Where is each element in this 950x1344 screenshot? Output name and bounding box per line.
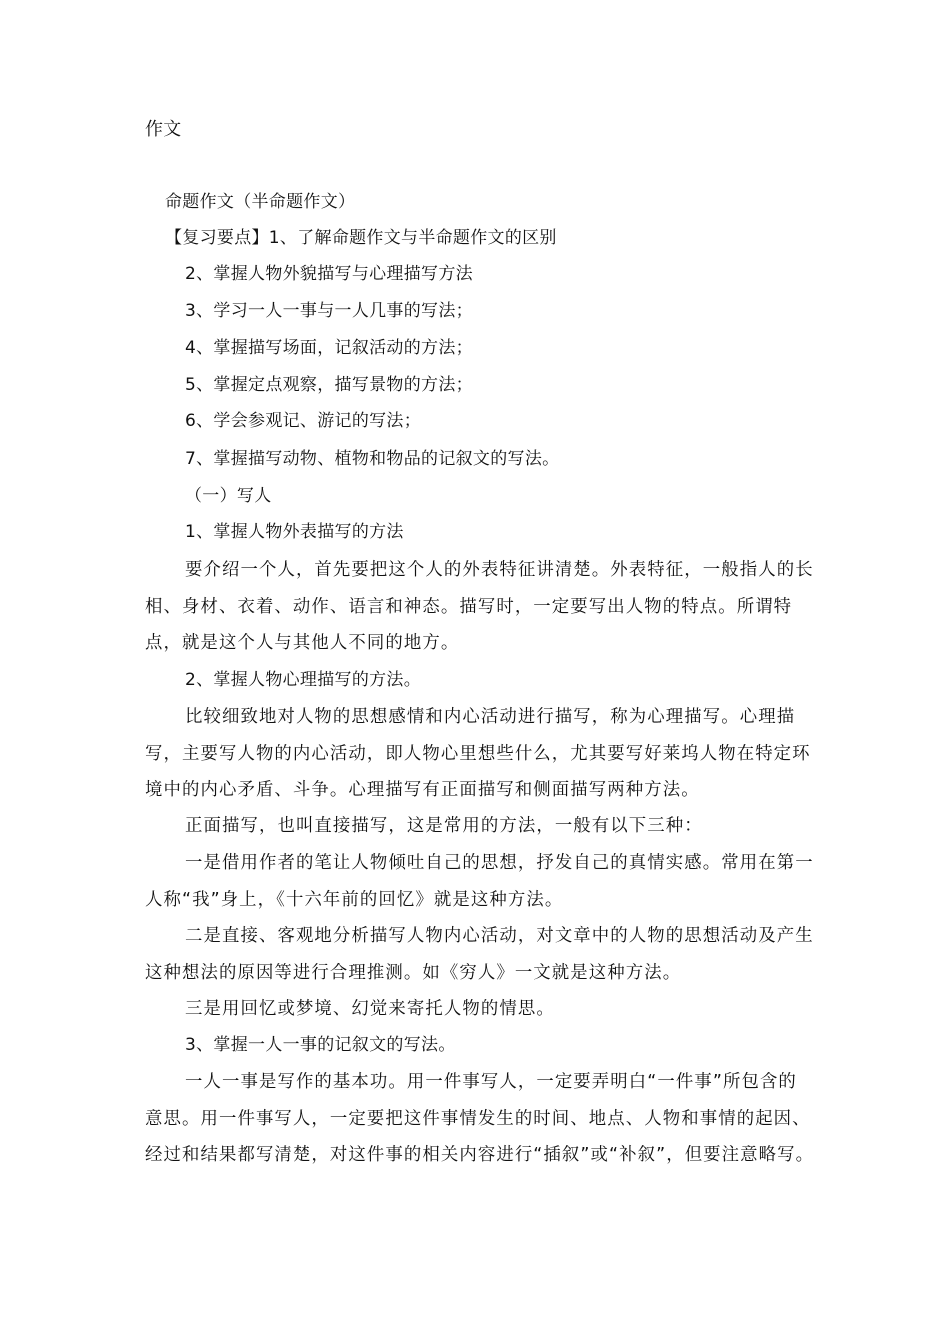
- paragraph-7: 一人一事是写作的基本功。用一件事写人，一定要弄明白“一件事”所包含的意思。用一件事写人，一定要把这件事情发生的时间、地点、人物和事情的起因、经过和结果都写清楚，对这件事的相关内容进行“插叙”或“补叙”，但要注意略写。: [145, 1072, 815, 1165]
- paragraph-4: 一是借用作者的笔让人物倾吐自己的思想，抒发自己的真情实感。常用在第一人称“我”身上，《十六年前的回忆》就是这种方法。: [145, 853, 814, 910]
- document-title: 作文: [145, 119, 182, 140]
- heading-1: 1、掌握人物外表描写的方法: [185, 522, 404, 542]
- section-heading: （一）写人: [185, 486, 272, 506]
- paragraph-3: 正面描写，也叫直接描写，这是常用的方法，一般有以下三种：: [185, 816, 703, 836]
- paragraph-2: 比较细致地对人物的思想感情和内心活动进行描写，称为心理描写。心理描写，主要写人物的内心活动，即人物心里想些什么，尤其要写好莱坞人物在特定环境中的内心矛盾、斗争。心理描写有正面描写和侧面描写两种方法。: [145, 707, 811, 800]
- document-subtitle: 命题作文（半命题作文）: [165, 192, 356, 212]
- review-point-5: 5、掌握定点观察，描写景物的方法；: [185, 375, 473, 395]
- review-point-7: 7、掌握描写动物、植物和物品的记叙文的写法。: [185, 449, 560, 469]
- review-point-2: 2、掌握人物外貌描写与心理描写方法: [185, 264, 473, 284]
- review-point-4: 4、掌握描写场面，记叙活动的方法；: [185, 338, 473, 358]
- heading-2: 2、掌握人物心理描写的方法。: [185, 670, 422, 690]
- review-point-3: 3、学习一人一事与一人几事的写法；: [185, 301, 473, 321]
- paragraph-1: 要介绍一个人，首先要把这个人的外表特征讲清楚。外表特征，一般指人的长相、身材、衣着、动作、语言和神态。描写时，一定要写出人物的特点。所谓特点，就是这个人与其他人不同的地方。: [145, 560, 814, 653]
- paragraph-5: 二是直接、客观地分析描写人物内心活动，对文章中的人物的思想活动及产生这种想法的原因等进行合理推测。如《穷人》一文就是这种方法。: [145, 926, 814, 983]
- paragraph-6: 三是用回忆或梦境、幻觉来寄托人物的情思。: [185, 999, 555, 1019]
- heading-3: 3、掌握一人一事的记叙文的写法。: [185, 1035, 456, 1055]
- review-point-1: 【复习要点】1、了解命题作文与半命题作文的区别: [165, 228, 557, 248]
- review-point-6: 6、学会参观记、游记的写法；: [185, 411, 422, 431]
